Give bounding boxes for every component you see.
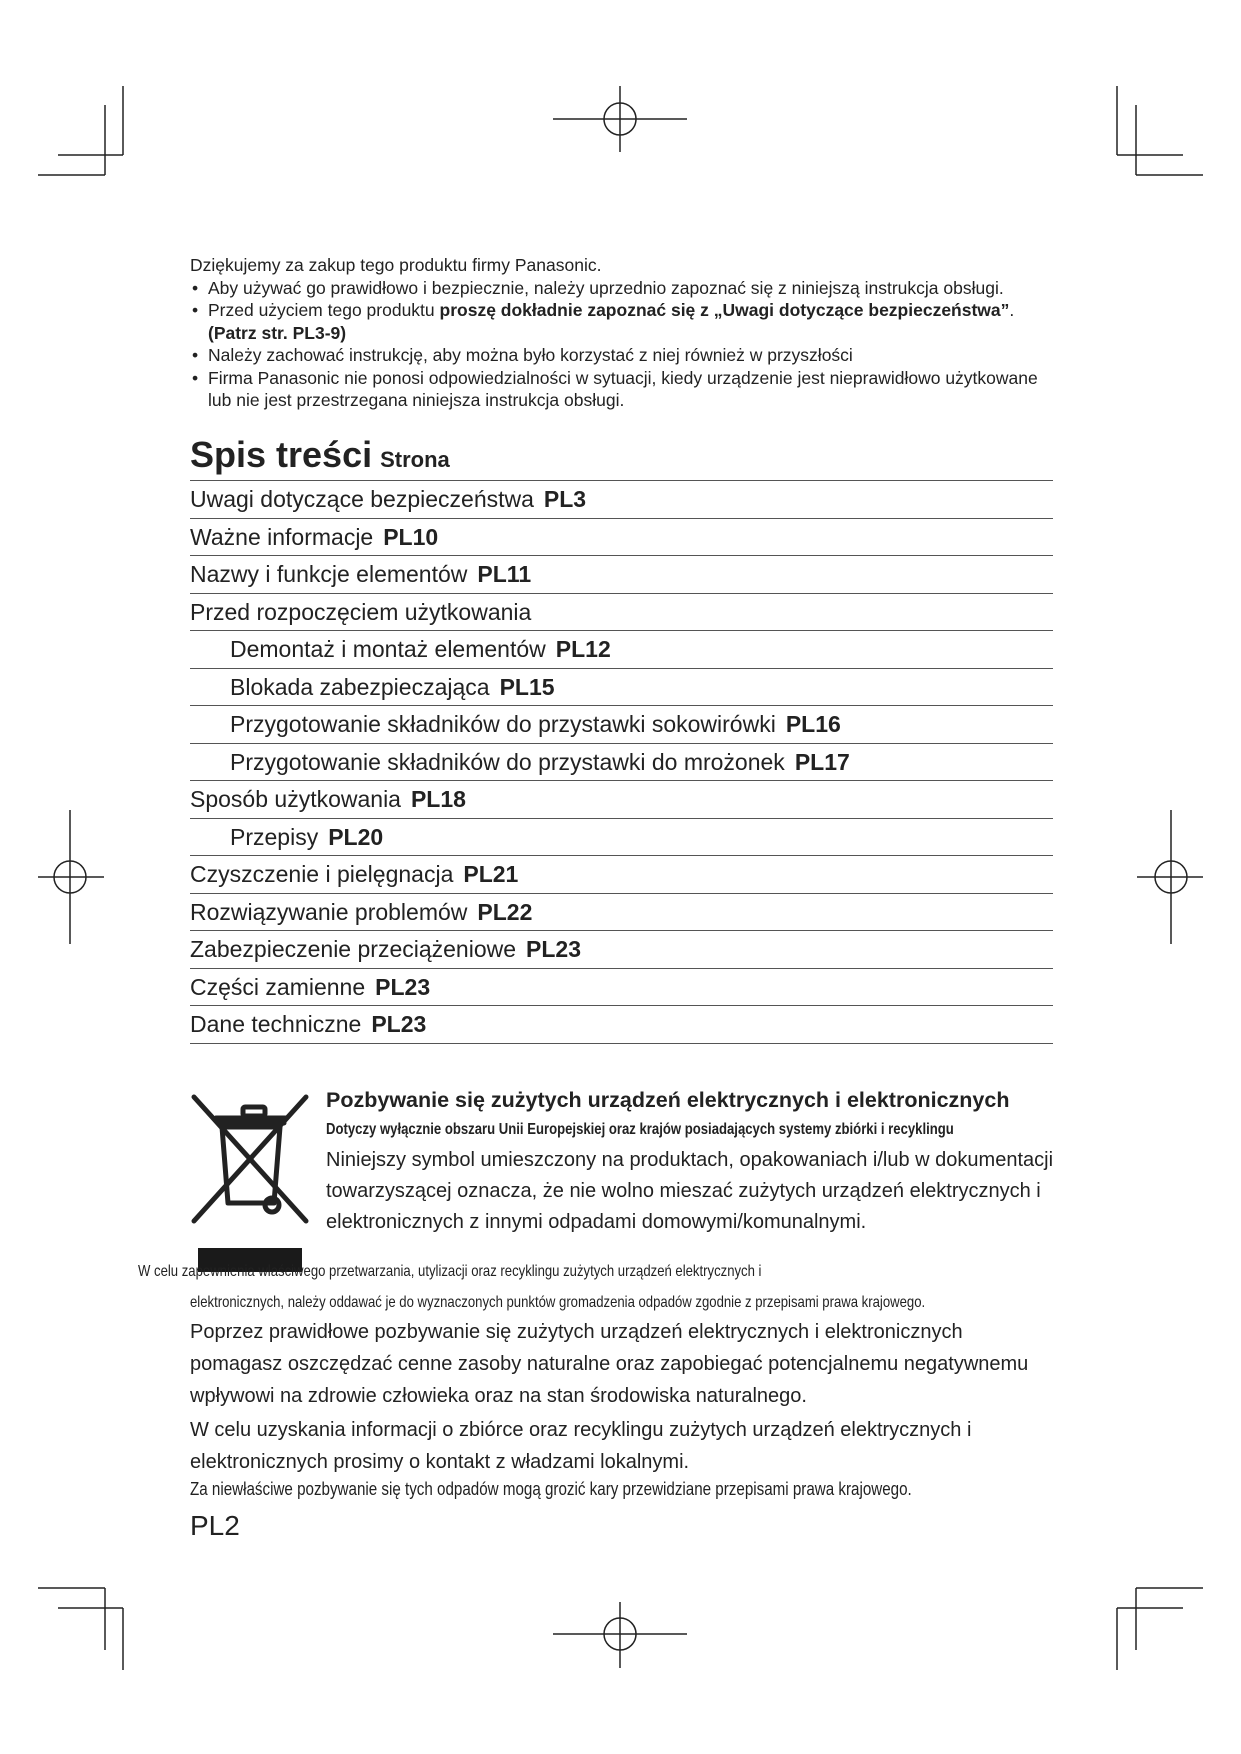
weee-collection-note-line-2: elektronicznych, należy oddawać je do wyznaczonych punktów gromadzenia odpadów zgodnie z przepisami prawa krajowego. [190, 1294, 926, 1311]
toc-item-label: Przed rozpoczęciem użytkowania [190, 598, 532, 625]
toc-item-label: Uwagi dotyczące bezpieczeństwa [190, 486, 534, 512]
toc-item-label: Zabezpieczenie przeciążeniowe [190, 936, 517, 962]
toc-subtitle: Strona [380, 447, 450, 472]
toc-item-label: Rozwiązywanie problemów [190, 898, 468, 925]
toc-item-label: Blokada zabezpieczająca [230, 673, 490, 700]
toc-item-page: PL23 [526, 936, 582, 962]
crop-mark-top-right [1117, 86, 1203, 175]
toc-item-label: Przepisy [230, 823, 319, 850]
toc-item-page: PL17 [794, 748, 850, 775]
toc-item-page: PL21 [463, 861, 519, 887]
crop-mark-bottom-right [1117, 1588, 1203, 1670]
page-number: PL2 [190, 1510, 240, 1541]
toc-item-label: Części zamienne [190, 973, 366, 1000]
toc-item-label: Dane techniczne [190, 1011, 362, 1037]
intro-bullet-1: • Aby używać go prawidłowo i bezpiecznie, należy uprzednio zapoznać się z niniejszą instrukcja obsługi. [190, 277, 1060, 300]
crop-mark-bottom-left [38, 1588, 123, 1670]
toc-item-cleaning[interactable] [190, 856, 1053, 894]
toc-item-how-to-use[interactable] [190, 781, 1053, 819]
toc-item-page: PL10 [383, 523, 439, 550]
intro-bullet-list [190, 277, 1060, 412]
toc-item-page: PL23 [375, 973, 431, 1000]
intro-section [190, 254, 1060, 412]
intro-bullet-2-period: . [1009, 300, 1015, 320]
toc-item-label: Przygotowanie składników do przystawki sokowirówki [230, 711, 776, 737]
toc-item-label: Ważne informacje [190, 523, 374, 550]
toc-title: Spis treści [190, 434, 373, 475]
toc-item-label: Nazwy i funkcje elementów [190, 561, 468, 587]
intro-bullet-2-page-ref: (Patrz str. PL3-9) [208, 322, 347, 343]
crop-mark-top-left [38, 86, 123, 175]
registration-mark-bottom [553, 1602, 687, 1668]
toc-item-overload-protection[interactable] [190, 931, 1053, 969]
toc-item-spare-parts[interactable] [190, 969, 1053, 1007]
toc-item-assembly[interactable] [190, 631, 1053, 669]
intro-bullet-2-emphasis: proszę dokładnie zapoznać się z „Uwagi dotyczące bezpieczeństwa” [439, 300, 1010, 320]
toc-item-page: PL15 [499, 673, 555, 700]
toc-item-before-use[interactable] [190, 594, 1053, 632]
weee-title: Pozbywanie się zużytych urządzeń elektrycznych i elektronicznych [326, 1088, 1010, 1112]
toc-item-safety-lock[interactable] [190, 669, 1053, 707]
registration-mark-top [553, 86, 687, 152]
weee-benefit-paragraph: Poprzez prawidłowe pozbywanie się zużytych urządzeń elektrycznych i elektronicznych pomagasz oszczędzać cenne zasoby naturalne oraz zapobiegać potencjalnemu negatywnemu wpływowi na zdrowie człowieka oraz na stan środowiska naturalnego. [190, 1321, 1029, 1407]
toc-item-important-info[interactable] [190, 519, 1053, 557]
toc-item-label: Sposób użytkowania [190, 786, 401, 812]
toc-item-label: Czyszczenie i pielęgnacja [190, 861, 454, 887]
toc-item-page: PL23 [371, 1011, 427, 1037]
toc-item-frozen-prep[interactable] [190, 744, 1053, 782]
intro-thanks: Dziękujemy za zakup tego produktu firmy Panasonic. [190, 255, 602, 275]
crossed-out-wheelie-bin-icon [188, 1085, 313, 1275]
toc-item-label: Demontaż i montaż elementów [230, 636, 546, 662]
toc-item-page: PL3 [543, 486, 587, 512]
table-of-contents [190, 430, 1053, 1044]
weee-subtitle: Dotyczy wyłącznie obszaru Unii Europejskiej oraz krajów posiadających systemy zbiórki i recyklingu [326, 1121, 954, 1138]
toc-item-specifications[interactable] [190, 1006, 1053, 1044]
toc-item-safety[interactable] [190, 481, 1053, 519]
toc-item-page: PL12 [555, 636, 611, 662]
toc-heading [190, 430, 1053, 481]
intro-bullet-2-prefix: Przed użyciem tego produktu [208, 300, 440, 320]
toc-item-troubleshooting[interactable] [190, 894, 1053, 932]
toc-item-page: PL22 [477, 898, 533, 925]
intro-bullet-3: • Należy zachować instrukcję, aby można było korzystać z niej również w przyszłości [190, 344, 1060, 367]
registration-mark-left [38, 810, 104, 944]
toc-item-juicer-prep[interactable] [190, 706, 1053, 744]
toc-item-page: PL11 [477, 561, 532, 587]
toc-item-page: PL18 [410, 786, 466, 812]
weee-collection-note-line-1: W celu zapewnienia właściwego przetwarzania, utylizacji oraz recyklingu zużytych urządzeń elektrycznych i [138, 1263, 762, 1280]
intro-bullet-2 [190, 299, 1060, 344]
weee-contact-paragraph: W celu uzyskania informacji o zbiórce oraz recyklingu zużytych urządzeń elektrycznych i elektronicznych prosimy o kontakt z władzami lokalnymi. [190, 1419, 972, 1473]
toc-item-page: PL20 [328, 823, 384, 850]
toc-item-parts-names[interactable] [190, 556, 1053, 594]
registration-mark-right [1137, 810, 1203, 944]
toc-item-recipes[interactable] [190, 819, 1053, 857]
weee-header [326, 1085, 1076, 1238]
weee-penalty-note: Za niewłaściwe pozbywanie się tych odpadów mogą grozić kary przewidziane przepisami prawa krajowego. [190, 1478, 912, 1499]
toc-item-label: Przygotowanie składników do przystawki do mrożonek [230, 748, 785, 775]
toc-item-page: PL16 [785, 711, 841, 737]
weee-symbol-explanation: Niniejszy symbol umieszczony na produktach, opakowaniach i/lub w dokumentacji towarzyszącej oznacza, że nie wolno mieszać zużytych urządzeń elektrycznych i elektronicznych z innymi odpadami domowymi/komunalnymi. [326, 1149, 1054, 1233]
intro-bullet-4: • Firma Panasonic nie ponosi odpowiedzialności w sytuacji, kiedy urządzenie jest nieprawidłowo użytkowane lub nie jest przestrzegana niniejsza instrukcja obsługi. [190, 367, 1060, 412]
